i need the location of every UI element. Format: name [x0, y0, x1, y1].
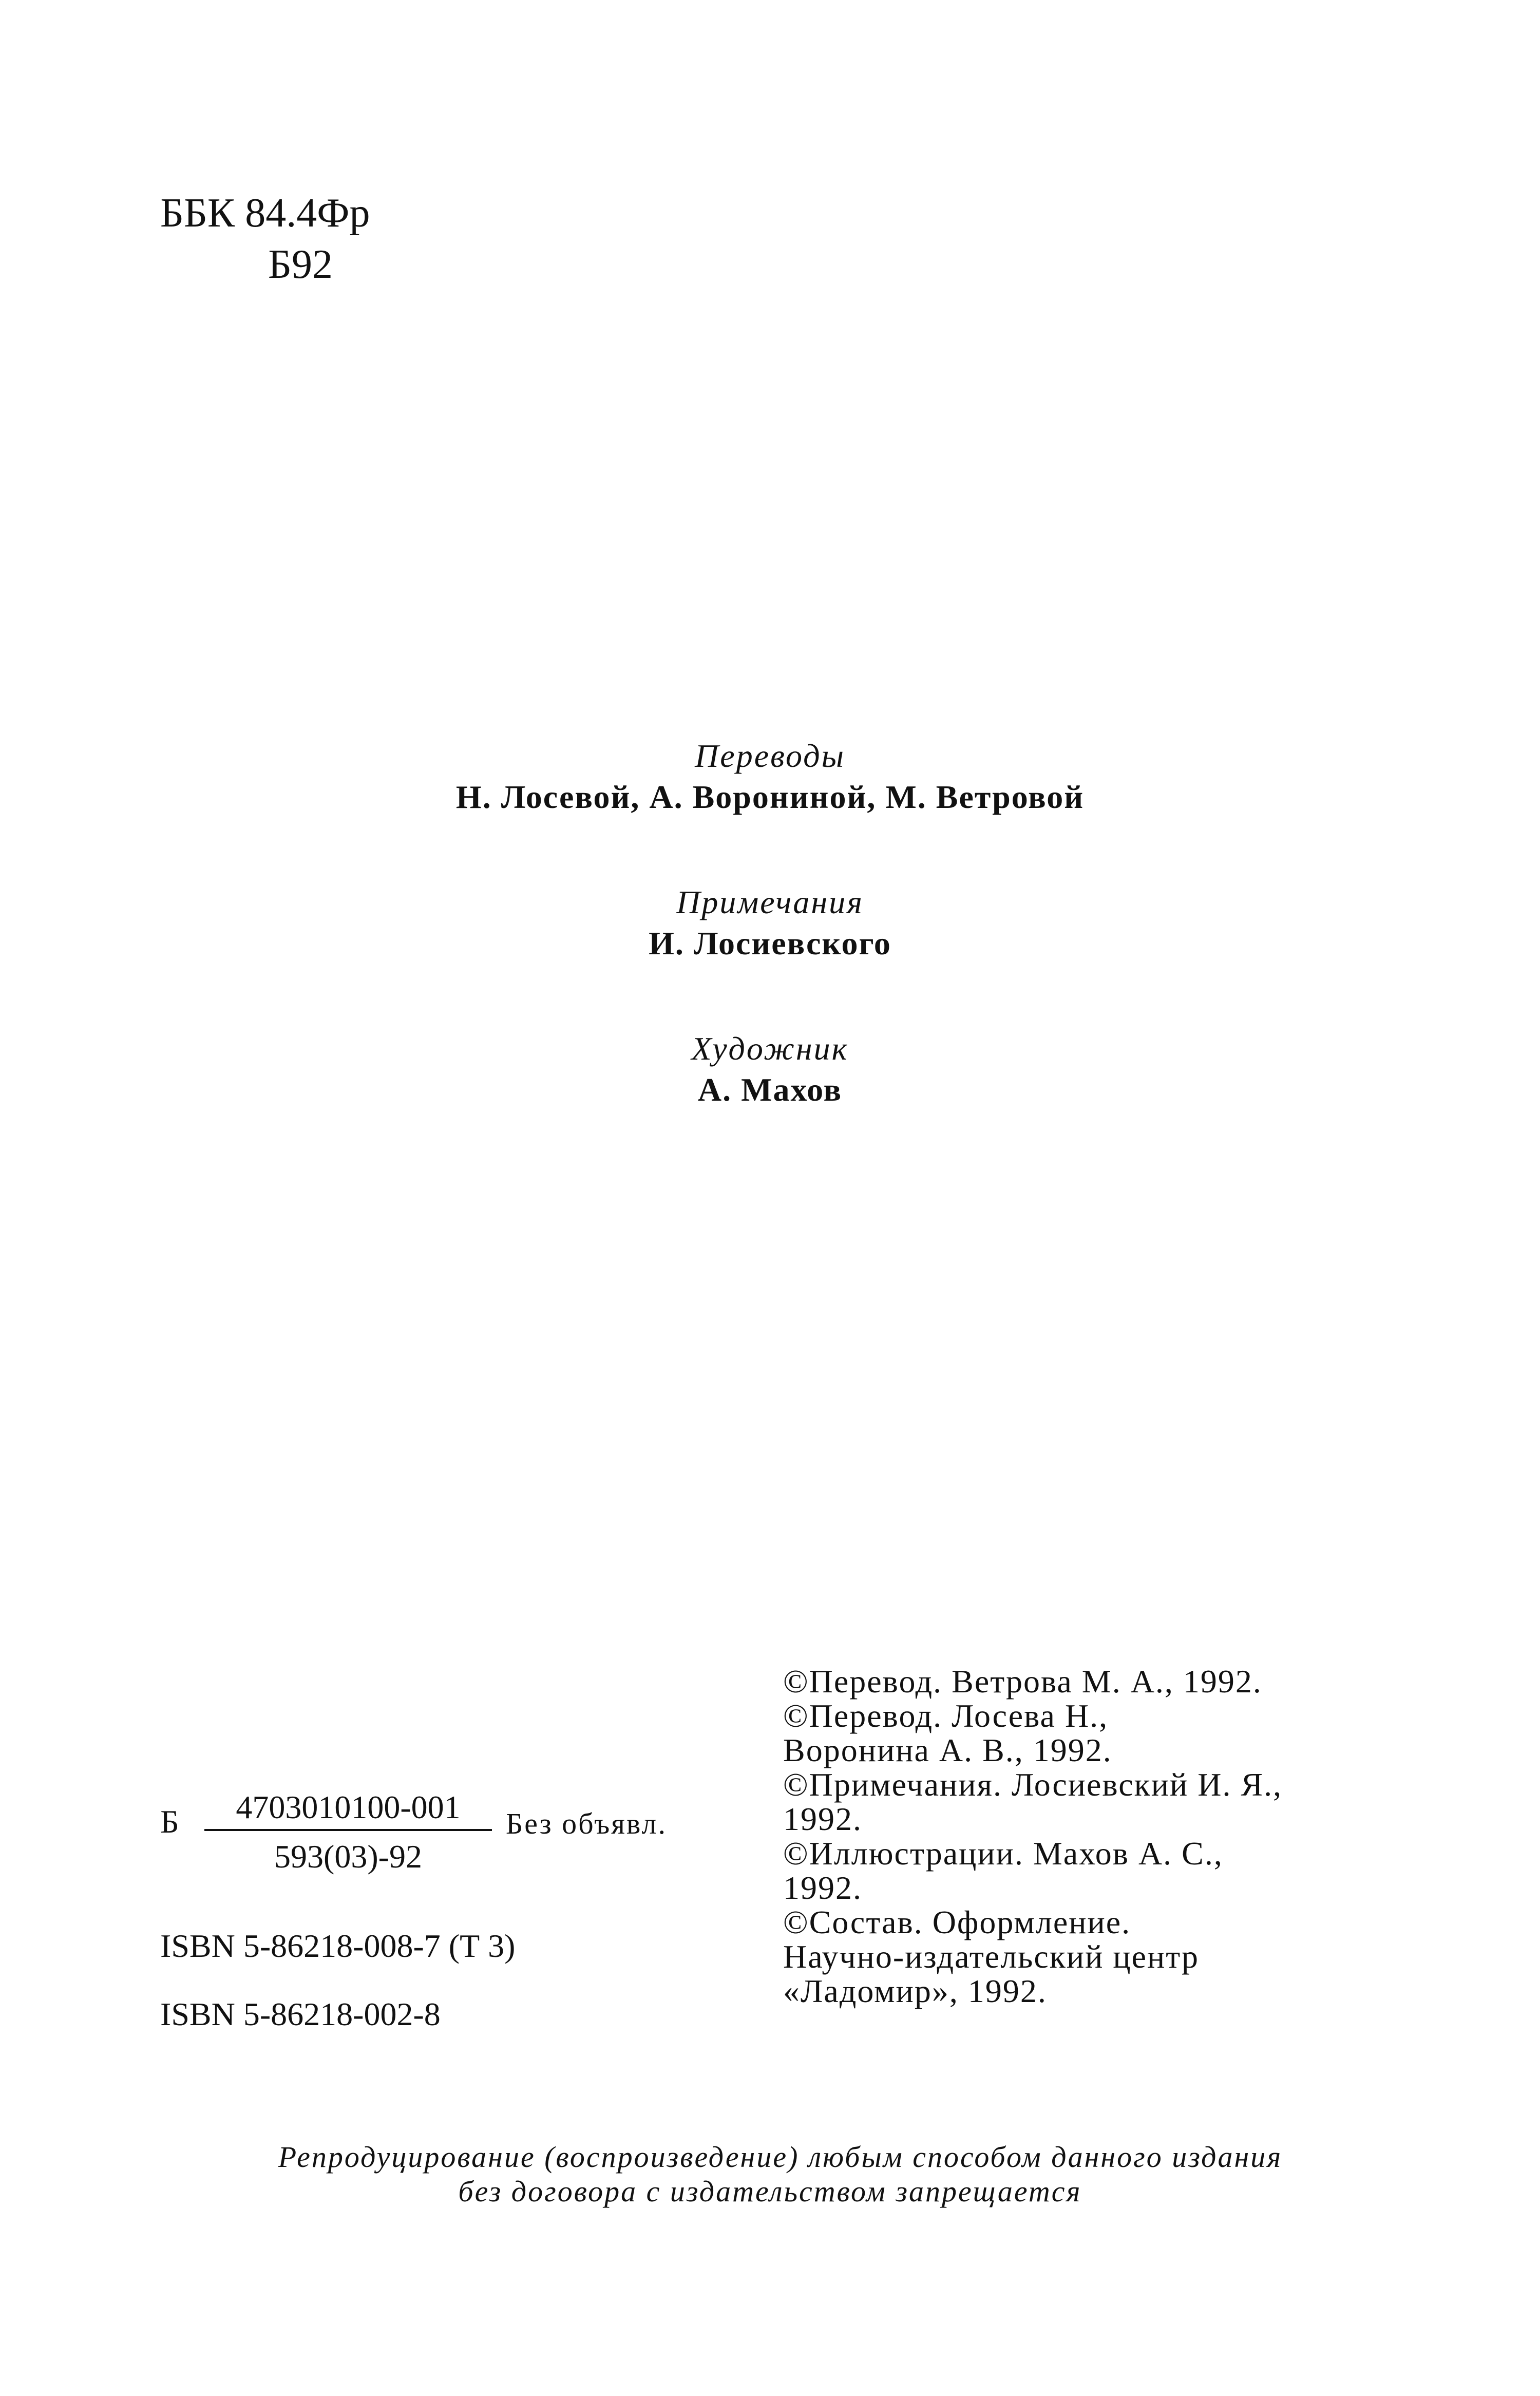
- isbn-set: ISBN 5-86218-002-8: [160, 1996, 441, 2032]
- copyright-line: 1992.: [783, 1870, 862, 1906]
- copyright-line: Воронина А. В., 1992.: [783, 1732, 1112, 1768]
- copyright-line: ©Состав. Оформление.: [783, 1904, 1131, 1940]
- bbk-code: ББК 84.4Фр: [160, 191, 370, 236]
- credit-translators: [0, 740, 1540, 814]
- copyright-line: Научно-издательский центр: [783, 1938, 1199, 1975]
- copyright-line: «Ладомир», 1992.: [783, 1973, 1047, 2009]
- notice-line-2: без договора с издательством запрещается: [458, 2175, 1082, 2208]
- copyright-line: ©Перевод. Лосева Н.,: [783, 1697, 1109, 1734]
- credit-artist: [0, 1032, 1540, 1106]
- notice-line-1: Репродуцирование (воспроизведение) любым способом данного издания: [278, 2140, 1283, 2174]
- credit-role-translators: Переводы: [695, 738, 845, 774]
- copyright-line: 1992.: [783, 1801, 862, 1837]
- credit-role-artist: Художник: [691, 1030, 849, 1067]
- credit-role-notes: Примечания: [676, 884, 864, 920]
- copyright-line: ©Иллюстрации. Махов А. С.,: [783, 1835, 1223, 1872]
- credit-names-artist: А. Махов: [697, 1071, 843, 1108]
- copyright-block: [783, 1664, 1451, 2008]
- credit-names-translators: Н. Лосевой, А. Ворониной, М. Ветровой: [455, 779, 1085, 815]
- reproduction-notice: [0, 2140, 1540, 2209]
- copyright-line: ©Примечания. Лосиевский И. Я.,: [783, 1766, 1283, 1803]
- catalog-letter: Б: [160, 1803, 179, 1840]
- catalog-numerator: 4703010100-001: [204, 1791, 492, 1831]
- credit-names-notes: И. Лосиевского: [649, 925, 891, 961]
- catalog-fraction: [204, 1791, 492, 1873]
- bbk-index: Б92: [268, 242, 333, 287]
- isbn-volume: ISBN 5-86218-008-7 (Т 3): [160, 1928, 516, 1964]
- catalog-note: Без объявл.: [506, 1807, 667, 1840]
- copyright-line: ©Перевод. Ветрова М. А., 1992.: [783, 1663, 1262, 1700]
- credit-notes: [0, 886, 1540, 960]
- catalog-denominator: 593(03)-92: [274, 1838, 422, 1875]
